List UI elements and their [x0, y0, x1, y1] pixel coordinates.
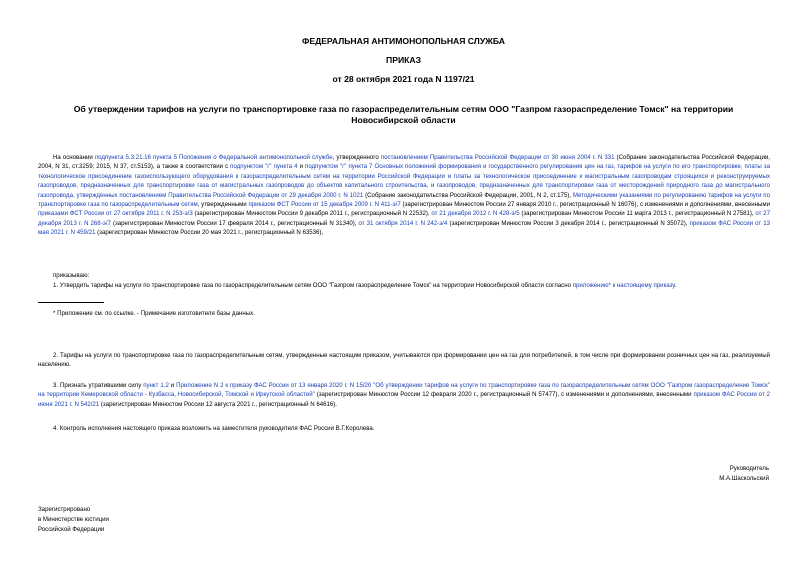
item-3	[38, 381, 770, 409]
link-point-1-2[interactable]: пункт 1.2	[143, 382, 169, 389]
link-fas-regulation[interactable]: подпункта 5.3.21.16 пункта 5 Положения о Федеральной антимонопольной службе	[94, 154, 333, 161]
link-fst-order-411[interactable]: приказом ФСТ России от 15 декабря 2009 г. N 411-э/7	[248, 201, 401, 209]
item-2: 2. Тарифы на услуги по транспортировке газа по газораспределительным сетям, утвержденные настоящим приказом, учитываются при формировании цен на газ для потребителей, в том числе при формировании розничных цен на газ, реализуемый населению.	[38, 352, 770, 369]
preamble-text: (зарегистрирован Минюстом России 11 марта 2013 г., регистрационный N 27581),	[519, 210, 756, 218]
link-basic-provisions-1021[interactable]: подпунктом "г" пункта 7 Основных положений формирования и государственного регулирования цен на газ, тарифов на услуги по его транспортировке, платы за технологическое присоединение газоиспользующего оборудования к газораспределительным сетям на территории Российской Федерации и платы за технологическое присоединение к магистральным газопроводам строящихся и реконструируемых газопроводов, предназначенных для транспортировки газа от магистральных газопроводов до объектов капитального строительства, и газопроводов, предназначенных для транспортировки газа от месторождений природного газа до магистрального газопровода, утвержденных постановлением Правительства Российской Федерации от 29 декабря 2000 г. N 1021	[38, 163, 770, 199]
footnote-divider	[38, 302, 104, 303]
item-3-text: и	[168, 382, 177, 389]
link-appendix-2-order-15[interactable]: Приложение N 2 к приказу ФАС России от 13 января 2020 г. N 15/20 "Об утверждении тарифов на услуги по транспортировке газа по газораспределительным сетям ООО "Газпром газораспределение Томск" на территории Кемеровской области - Кузбасса, Новосибирской, Томской и Иркутской областей"	[38, 382, 770, 399]
preamble-text: , утвержденного	[332, 154, 381, 161]
link-fas-order-542[interactable]: приказом ФАС России от 2 июня 2021 г. N 542/21	[38, 391, 770, 408]
order-word: приказываю:	[53, 272, 90, 279]
preamble-paragraph	[38, 153, 770, 238]
item-3-text: (зарегистрирован Минюстом России 12 февраля 2020 г., регистрационный N 57477), с изменениями и дополнениями, внесенными	[314, 391, 694, 399]
link-subparagraph-g-4[interactable]: подпунктом "г" пункта 4	[230, 163, 298, 171]
document-title: Об утверждении тарифов на услуги по транспортировке газа по газораспределительным сетям ООО "Газпром газораспределение Томск" на территории Новосибирской области	[73, 104, 734, 125]
footnote: * Приложение см. по ссылке. - Примечание изготовителя базы данных.	[53, 310, 255, 317]
signature-block	[719, 464, 769, 484]
link-fas-order-459[interactable]: приказом ФАС России от 13 мая 2021 г. N 459/21	[38, 219, 770, 237]
item-4: 4. Контроль исполнения настоящего приказа возложить на заместителя руководителя ФАС России В.Г.Королева.	[53, 425, 375, 432]
document-date-number: от 28 октября 2021 года N 1197/21	[332, 74, 475, 84]
item-1-text-end: .	[674, 282, 677, 289]
preamble-text: , утвержденными	[197, 201, 249, 209]
link-government-decree-331[interactable]: постановлением Правительства Российской Федерации от 30 июня 2004 г. N 331	[380, 154, 615, 161]
preamble-text: (зарегистрирован Минюстом России 27 января 2010 г., регистрационный N 16076), с изменениями и дополнениями, внесенными	[400, 201, 770, 209]
preamble-text: (Собрание законодательства Российской Федерации, 2001, N 2, ст.175),	[363, 191, 573, 199]
item-3-text: (зарегистрирован Минюстом России 12 августа 2021 г., регистрационный N 64616).	[99, 400, 337, 408]
signature-name: М.А.Шаскольский	[719, 474, 769, 482]
signature-position: Руководитель	[729, 465, 769, 472]
preamble-text: (зарегистрирован Минюстом России 20 мая 2021 г., регистрационный N 63536),	[95, 229, 324, 237]
preamble-text: (зарегистрирован Минюстом России 17 февраля 2014 г., регистрационный N 31340),	[110, 219, 359, 227]
preamble-text: На основании	[53, 154, 95, 161]
link-appendix[interactable]: приложению* к настоящему приказу	[572, 282, 675, 289]
preamble-text: и	[297, 163, 306, 171]
document-type: ПРИКАЗ	[386, 55, 421, 65]
registration-line-2: в Министерстве юстиции	[38, 515, 109, 523]
link-order-268[interactable]: от 27 декабря 2013 г. N 268-э/7	[38, 210, 770, 227]
item-1-text: 1. Утвердить тарифы на услуги по транспортировке газа по газораспределительным сетям ООО "Газпром газораспределение Томск" на территории Новосибирской области согласно	[53, 282, 573, 289]
link-order-242[interactable]: от 31 октября 2014 г. N 242-э/4	[358, 219, 448, 227]
registration-line-3: Российской Федерации	[38, 525, 105, 533]
link-methodical-guidelines[interactable]: Методическими указаниями по регулированию тарифов на услуги по транспортировке газа по газораспределительным сетям	[38, 191, 770, 209]
preamble-text: (зарегистрирован Минюстом России 9 декабря 2011 г., регистрационный N 22532),	[192, 210, 432, 218]
agency-name: ФЕДЕРАЛЬНАЯ АНТИМОНОПОЛЬНАЯ СЛУЖБА	[302, 36, 505, 46]
preamble-text: (зарегистрирован Минюстом России 3 декабря 2014 г., регистрационный N 35072),	[447, 219, 690, 227]
link-fst-order-253[interactable]: приказами ФСТ России от 27 октября 2011 г. N 253-э/3	[38, 210, 193, 218]
item-3-text: 3. Признать утратившими силу	[53, 382, 144, 389]
item-1	[38, 281, 770, 290]
preamble-text: (Собрание законодательства Российской Федерации, 2004, N 31, ст.3259; 2015, N 37, ст.5153), а также в соответствии с	[38, 154, 770, 171]
link-order-428[interactable]: от 21 декабря 2012 г. N 428-э/5	[431, 210, 520, 218]
registration-line-1: Зарегистрировано	[38, 506, 91, 513]
registration-block	[38, 505, 109, 534]
